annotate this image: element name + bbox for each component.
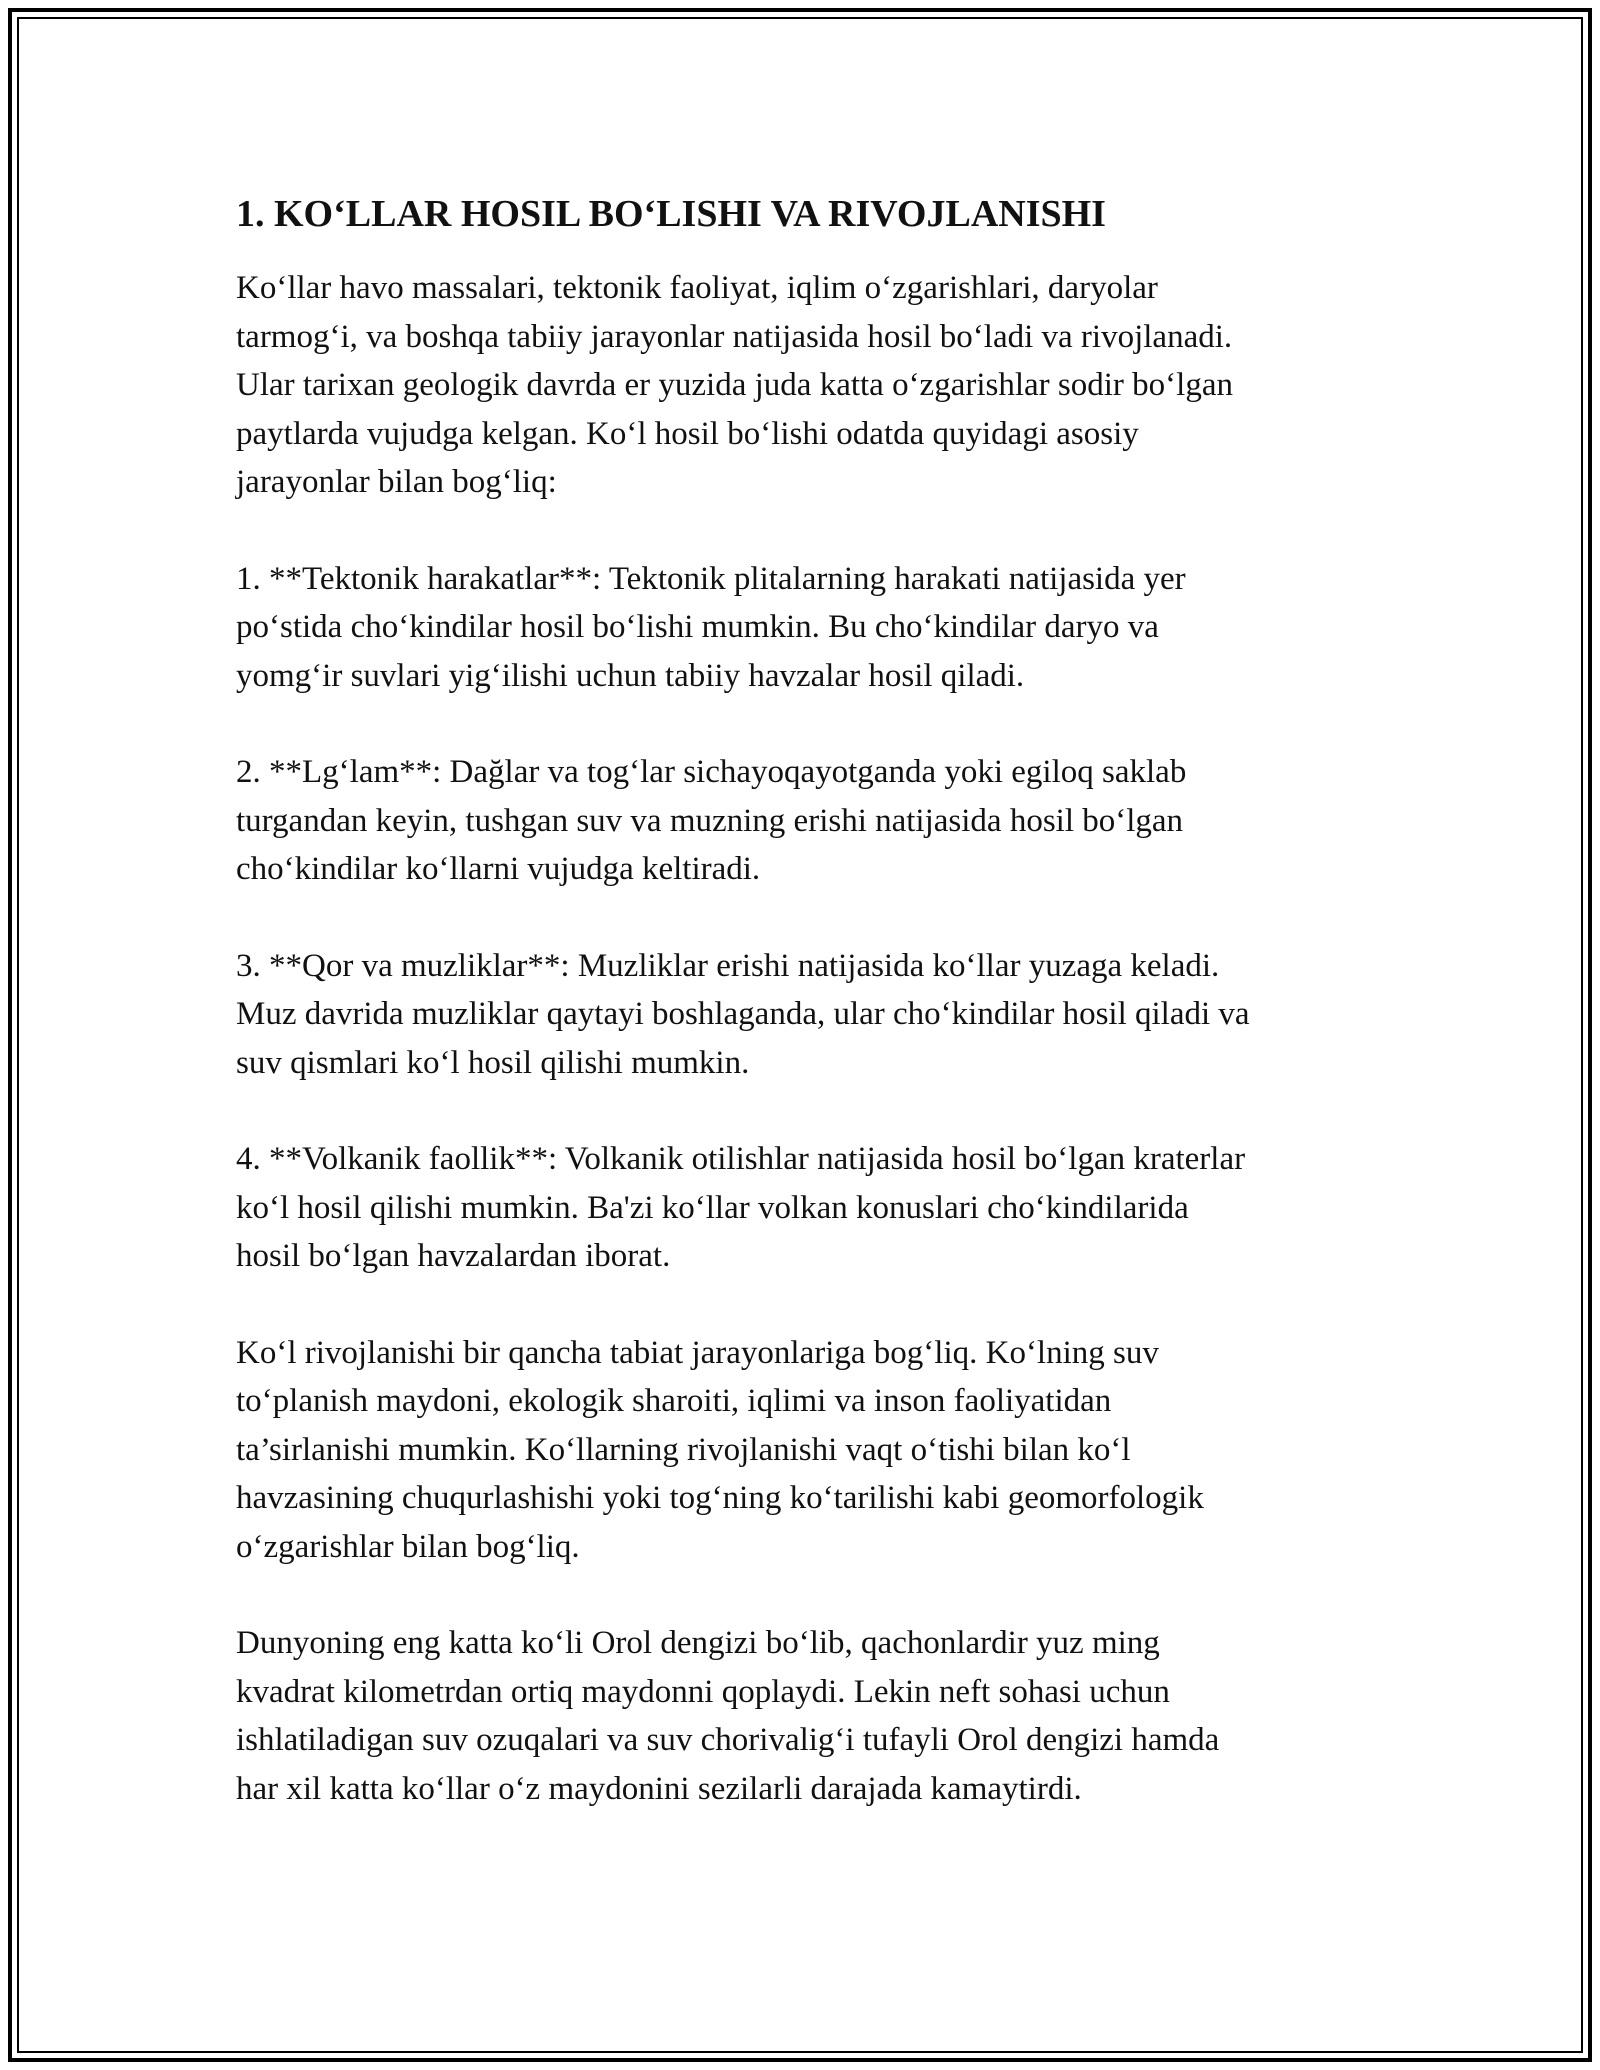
text-line: ko‘l hosil qilishi mumkin. Ba'zi ko‘llar volkan konuslari cho‘kindilarida xyxy=(236,1189,1189,1226)
text-line: hosil bo‘lgan havzalardan iborat. xyxy=(236,1238,671,1274)
lake-development-paragraph xyxy=(236,1329,1376,1572)
text-line: 3. **Qor va muzliklar**: Muzliklar erishi natijasida ko‘llar yuzaga keladi. xyxy=(236,947,1220,984)
text-line: turgandan keyin, tushgan suv va muzning erishi natijasida hosil bo‘lgan xyxy=(236,802,1184,839)
aral-sea-paragraph xyxy=(236,1619,1376,1813)
text-line: cho‘kindilar ko‘llarni vujudga keltiradi. xyxy=(236,851,761,887)
text-line: har xil katta ko‘llar o‘z maydonini sezilarli darajada kamaytirdi. xyxy=(236,1770,1082,1807)
text-line: ta’sirlanishi mumkin. Ko‘llarning rivojlanishi vaqt o‘tishi bilan ko‘l xyxy=(236,1431,1131,1468)
text-line: 4. **Volkanik faollik**: Volkanik otilishlar natijasida hosil bo‘lgan kraterlar xyxy=(236,1141,1246,1177)
intro-paragraph xyxy=(236,264,1376,507)
text-line: Ular tarixan geologik davrda er yuzida juda katta o‘zgarishlar sodir bo‘lgan xyxy=(236,367,1233,403)
text-line: Dunyoning eng katta ko‘li Orol dengizi bo‘lib, qachonlardir yuz ming xyxy=(236,1625,1160,1661)
text-line: jarayonlar bilan bog‘liq: xyxy=(236,464,557,500)
text-line: kvadrat kilometrdan ortiq maydonni qoplaydi. Lekin neft sohasi uchun xyxy=(236,1673,1170,1710)
text-line: havzasining chuqurlashishi yoki tog‘ning ko‘tarilishi kabi geomorfologik xyxy=(236,1480,1204,1516)
document-body xyxy=(236,186,1376,1861)
text-line: paytlarda vujudga kelgan. Ko‘l hosil bo‘lishi odatda quyidagi asosiy xyxy=(236,415,1139,452)
list-item-volcanic xyxy=(236,1135,1376,1281)
text-line: Ko‘l rivojlanishi bir qancha tabiat jarayonlariga bog‘liq. Ko‘lning suv xyxy=(236,1334,1159,1371)
list-item-snow-glaciers xyxy=(236,942,1376,1088)
text-line: Ko‘llar havo massalari, tektonik faoliyat, iqlim o‘zgarishlari, daryolar xyxy=(236,270,1158,306)
text-line: o‘zgarishlar bilan bog‘liq. xyxy=(236,1528,580,1565)
text-line: to‘planish maydoni, ekologik sharoiti, iqlimi va inson faoliyatidan xyxy=(236,1383,1112,1419)
list-item-lglam xyxy=(236,748,1376,894)
list-item-tectonic xyxy=(236,555,1376,701)
document-title: 1. KO‘LLAR HOSIL BO‘LISHI VA RIVOJLANISHI xyxy=(236,193,1106,235)
text-line: 1. **Tektonik harakatlar**: Tektonik plitalarning harakati natijasida yer xyxy=(236,560,1186,597)
text-line: po‘stida cho‘kindilar hosil bo‘lishi mumkin. Bu cho‘kindilar daryo va xyxy=(236,609,1159,645)
text-line: suv qismlari ko‘l hosil qilishi mumkin. xyxy=(236,1044,750,1081)
text-line: 2. **Lg‘lam**: Dağlar va tog‘lar sichayoqayotganda yoki egiloq saklab xyxy=(236,754,1187,790)
text-line: tarmog‘i, va boshqa tabiiy jarayonlar natijasida hosil bo‘ladi va rivojlanadi. xyxy=(236,318,1233,355)
text-line: Muz davrida muzliklar qaytayi boshlaganda, ular cho‘kindilar hosil qiladi va xyxy=(236,996,1250,1032)
text-line: ishlatiladigan suv ozuqalari va suv chorivalig‘i tufayli Orol dengizi hamda xyxy=(236,1722,1220,1758)
text-line: yomg‘ir suvlari yig‘ilishi uchun tabiiy havzalar hosil qiladi. xyxy=(236,657,1025,694)
